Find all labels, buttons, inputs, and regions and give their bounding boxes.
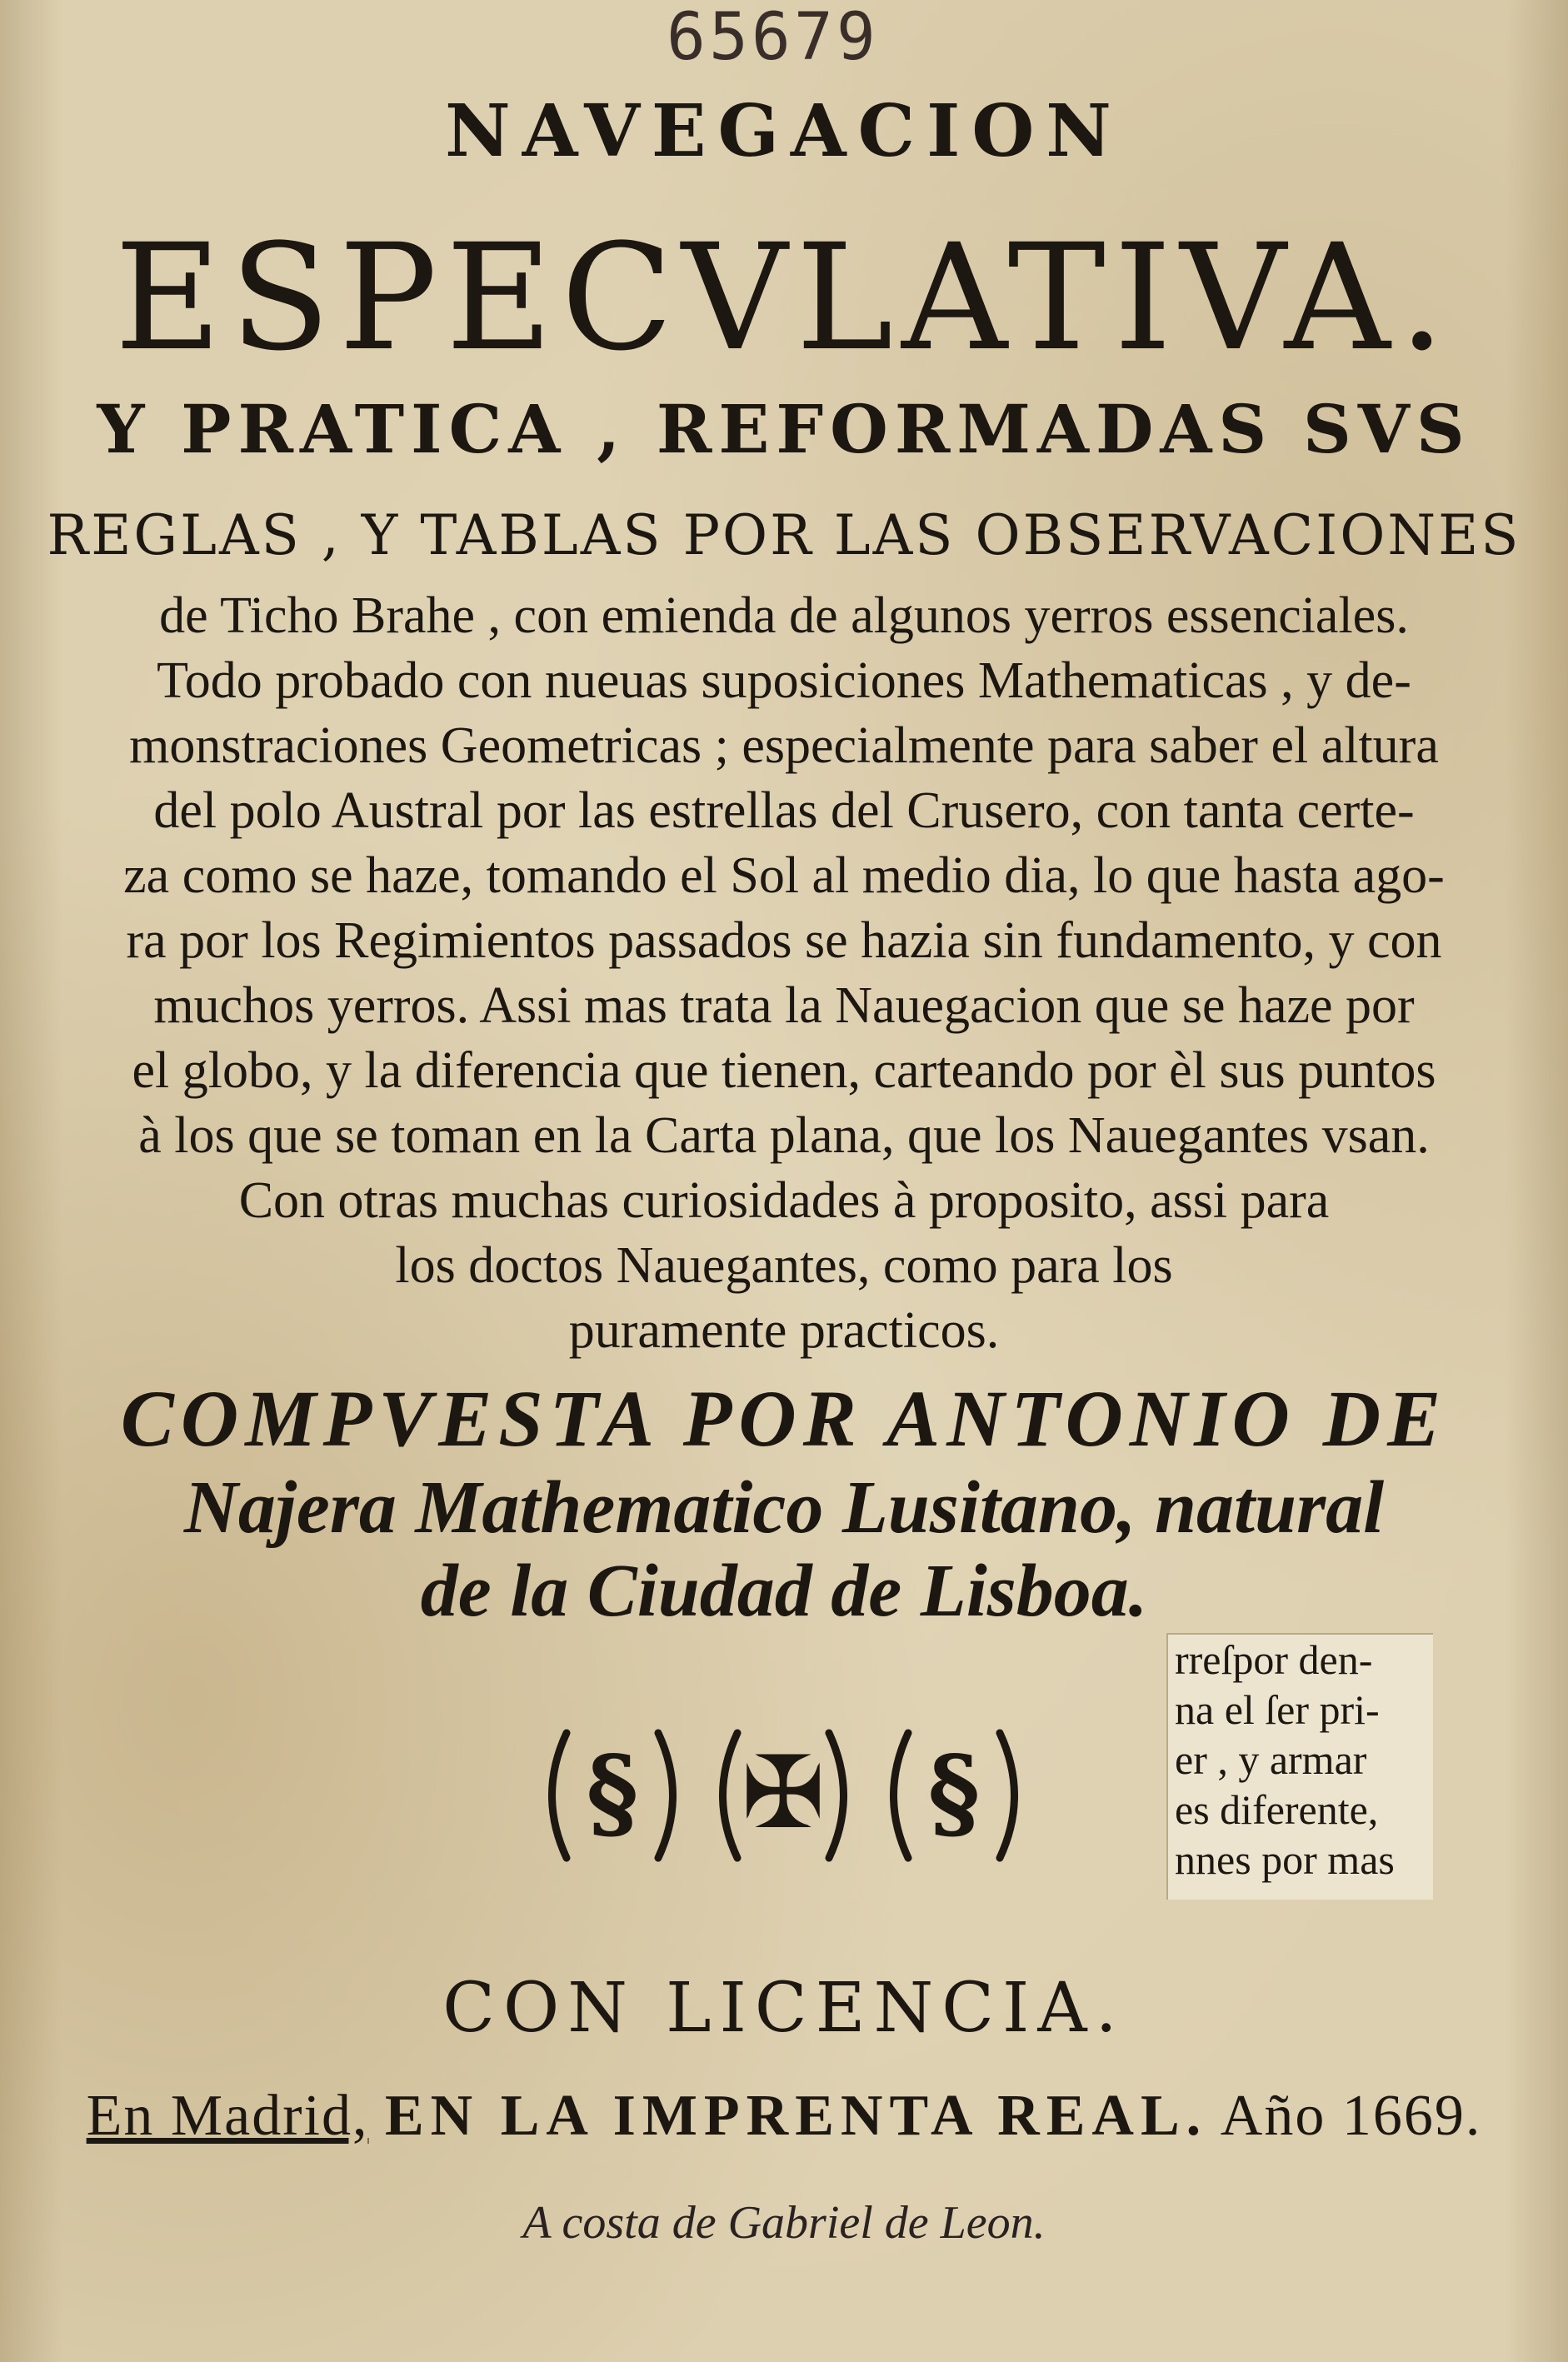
ornament-far-right-paren-icon	[1000, 1733, 1015, 1858]
description-line: à los que se toman en la Carta plana, que los Nauegantes vsan.	[138, 1107, 1430, 1164]
description-line: Todo probado con nueuas suposiciones Mathematicas , y de-	[157, 652, 1411, 709]
title-line-reglas: REGLAS , Y TABLAS POR LAS OBSERVACIONES	[47, 503, 1521, 567]
description-line: Con otras muchas curiosidades à proposito, assi para	[238, 1172, 1330, 1229]
description-line: el globo, y la diferencia que tienen, carteando por èl sus puntos	[132, 1042, 1436, 1099]
description-line: puramente practicos.	[568, 1302, 1000, 1359]
description-line: za como se haze, tomando el Sol al medio dia, lo que hasta ago-	[123, 847, 1445, 904]
fragment-line: er , y armar	[1175, 1736, 1367, 1783]
fragment-line: rreſpor den-	[1175, 1636, 1373, 1683]
ornament-mid-right-paren-icon	[829, 1733, 844, 1858]
ornament-section-glyph: §	[586, 1734, 639, 1851]
accession-number: 65679	[667, 0, 879, 75]
ornament-left-paren-icon	[552, 1733, 567, 1858]
description-line: muchos yerros. Assi mas trata la Nauegacion que se haze por	[153, 977, 1415, 1034]
title-line-navegacion: NAVEGACION	[445, 89, 1123, 173]
imprint-line	[0, 2084, 1568, 2148]
costa-line: A costa de Gabriel de Leon.	[522, 2197, 1046, 2249]
ornament-section-glyph: §	[927, 1734, 981, 1851]
fragment-line: na el ſer pri-	[1175, 1686, 1380, 1733]
title-line-pratica: Y PRATICA , REFORMADAS SVS	[97, 390, 1471, 468]
fragment-line: es diferente,	[1175, 1786, 1379, 1833]
description-line: del polo Austral por las estrellas del Crusero, con tanta certe-	[153, 782, 1415, 839]
ornament-right-paren-icon	[658, 1733, 673, 1858]
licence-line: CON LICENCIA.	[442, 1969, 1126, 2048]
description-line: los doctos Nauegantes, como para los	[395, 1237, 1173, 1294]
description-line: monstraciones Geometricas ; especialmente para saber el altura	[129, 717, 1439, 774]
description-line: ra por los Regimientos passados se hazia sin fundamento, y con	[126, 912, 1442, 969]
description-paragraph	[0, 583, 1568, 1363]
imprint-year: Año 1669.	[1220, 2084, 1482, 2148]
title-line-especulativa: ESPECVLATIVA.	[114, 212, 1454, 383]
ornament-right-left-paren-icon	[894, 1733, 909, 1858]
ornament-mid-left-paren-icon	[723, 1733, 738, 1858]
author-line-compuesta: COMPVESTA POR ANTONIO DE	[120, 1374, 1448, 1463]
imprint-place: En Madrid,	[86, 2084, 369, 2148]
author-line-lisboa: de la Ciudad de Lisboa.	[420, 1550, 1148, 1632]
author-line-najera: Najera Mathematico Lusitano, natural	[183, 1466, 1385, 1549]
description-line: de Ticho Brahe , con emienda de algunos yerros essenciales.	[159, 587, 1409, 644]
fragment-line: nnes por mas	[1175, 1836, 1395, 1883]
pasted-paper-fragment	[1166, 1633, 1433, 1900]
ornament-cross-glyph: ✠	[741, 1735, 826, 1851]
imprint-press: EN LA IMPRENTA REAL.	[384, 2084, 1208, 2148]
printers-ornament	[533, 1720, 1033, 1870]
